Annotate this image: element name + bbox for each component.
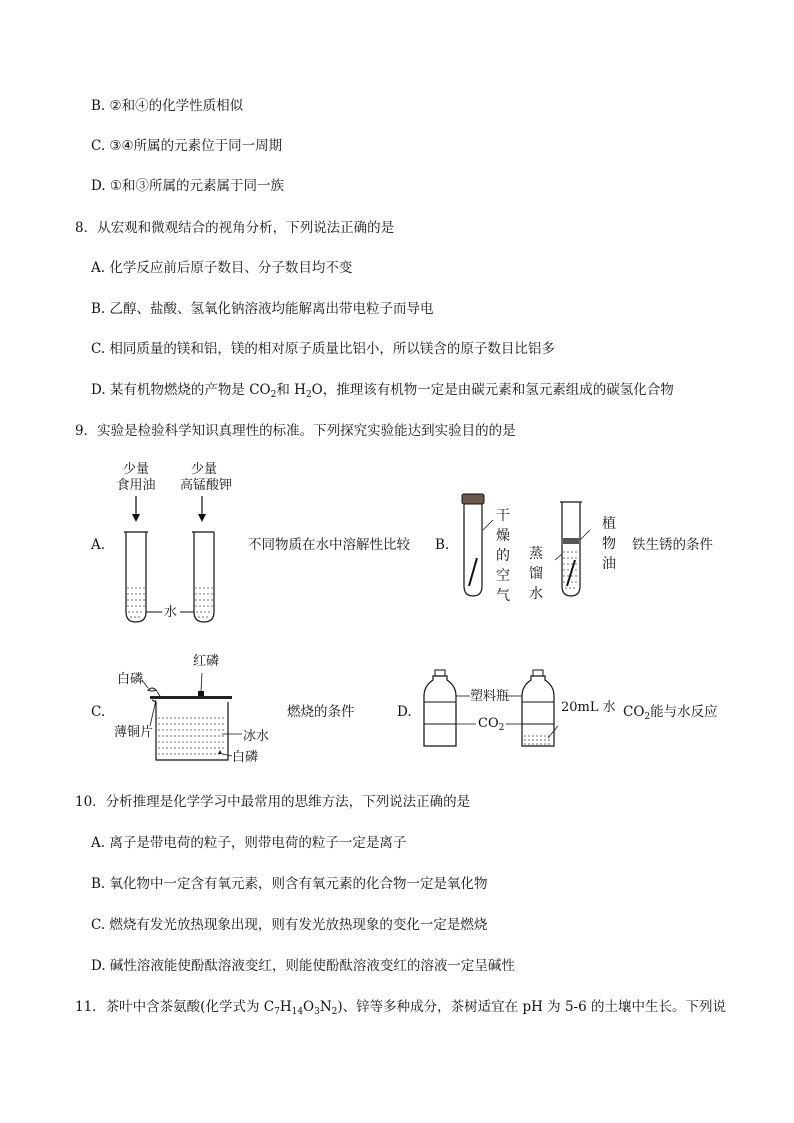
q9-b-letter: B.	[435, 537, 450, 553]
q8-option-b: B. 乙醇、盐酸、氢氧化钠溶液均能解离出带电粒子而导电	[91, 301, 434, 317]
q7-option-d: D. ①和③所属的元素属于同一族	[91, 178, 285, 194]
q9-c-copper-sheet-label: 薄铜片	[114, 725, 154, 740]
q7-option-b: B. ②和④的化学性质相似	[91, 98, 244, 114]
q7-option-c: C. ③④所属的元素位于同一周期	[91, 138, 283, 154]
q9-d-letter: D.	[397, 704, 412, 720]
q9-d-water-amount-label: 20mL 水	[561, 700, 616, 715]
q9-a-tube1-label-1: 少量	[122, 462, 149, 477]
q9-stem: 9．实验是检验科学知识真理性的标准。下列探究实验能达到实验目的的是	[75, 423, 516, 439]
q9-c-white-phosphorus-bottom-label: 白磷	[232, 750, 259, 765]
q9-c-letter: C.	[91, 704, 106, 720]
q9-d-co2-label: $CO_2$	[478, 716, 505, 733]
q10-option-d: D. 碱性溶液能使酚酞溶液变红，则能使酚酞溶液变红的溶液一定呈碱性	[91, 958, 515, 974]
q8-option-a: A. 化学反应前后原子数目、分子数目均不变	[91, 260, 353, 276]
q9-b-purpose: 铁生锈的条件	[632, 537, 713, 553]
q9-d-purpose: $CO_2$能与水反应	[623, 704, 718, 722]
q9-c-purpose: 燃烧的条件	[287, 704, 355, 720]
q11-stem: 11．茶叶中含茶氨酸(化学式为 $C_7H_{14}O_3N_2$)、锌等多种成分，茶树适宜在 pH 为 5-6 的土壤中生长。下列说	[75, 999, 726, 1017]
q10-option-a: A. 离子是带电荷的粒子，则带电荷的粒子一定是离子	[91, 835, 407, 851]
q9-c-red-phosphorus-label: 红磷	[193, 654, 220, 669]
q9-a-letter: A.	[91, 537, 106, 553]
q9-b-dry-air-label: 干燥的空气	[496, 508, 510, 604]
q9-d-bottles-diagram	[420, 664, 560, 750]
q9-c-beaker-diagram	[110, 668, 250, 768]
q9-a-tube2-label-1: 少量	[190, 462, 217, 477]
q9-a-water-label: 水	[164, 605, 178, 620]
q8-option-d: D. 某有机物燃烧的产物是 $CO_2$和 $H_2O$，推理该有机物一定是由碳元素和氢元素组成的碳氢化合物	[91, 382, 674, 400]
q8-option-c: C. 相同质量的镁和铝，镁的相对原子质量比铝小，所以镁含的原子数目比铝多	[91, 341, 555, 357]
q8-stem: 8．从宏观和微观结合的视角分析，下列说法正确的是	[75, 220, 395, 236]
q9-b-distilled-water-label: 蒸馏水	[529, 546, 543, 602]
q9-c-ice-water-label: 冰水	[243, 729, 270, 744]
q9-a-tube2-label-2: 高锰酸钾	[179, 478, 232, 493]
q10-stem: 10．分析推理是化学学习中最常用的思维方法，下列说法正确的是	[75, 794, 471, 810]
q9-a-purpose: 不同物质在水中溶解性比较	[248, 537, 410, 553]
q10-option-c: C. 燃烧有发光放热现象出现，则有发光放热现象的变化一定是燃烧	[91, 917, 488, 933]
q9-c-white-phosphorus-top-label: 白磷	[117, 672, 144, 687]
q9-b-test-tubes-diagram	[455, 490, 595, 602]
q9-b-veg-oil-label: 植物油	[602, 516, 616, 572]
q9-d-plastic-bottle-label: 塑料瓶	[470, 689, 510, 704]
q9-a-tube1-label-2: 食用油	[116, 478, 156, 493]
q10-option-b: B. 氧化物中一定含有氧元素，则含有氧元素的化合物一定是氧化物	[91, 876, 488, 892]
